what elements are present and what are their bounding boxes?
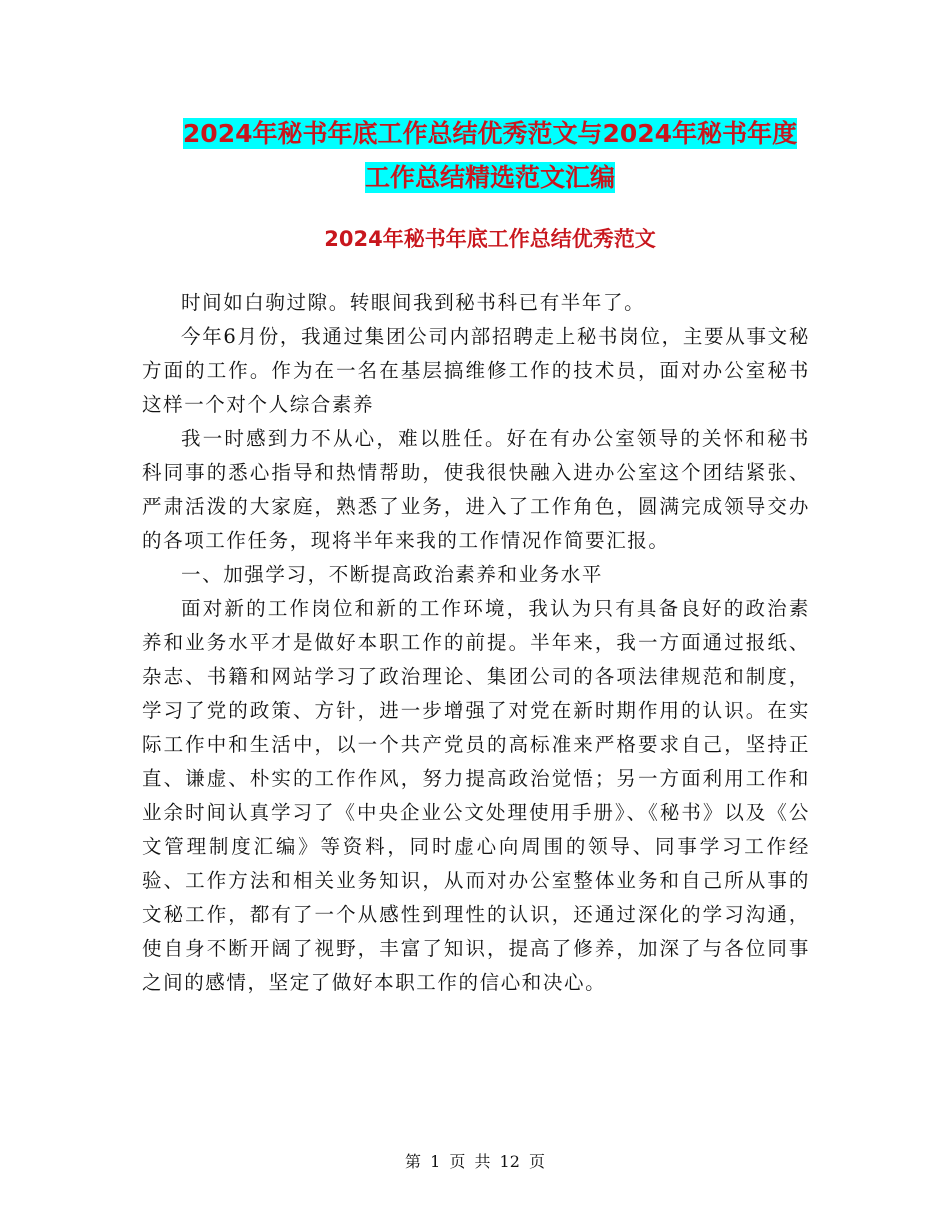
document-title-line-1: 2024年秘书年底工作总结优秀范文与2024年秘书年度: [182, 119, 798, 148]
paragraph: 我一时感到力不从心，难以胜任。好在有办公室领导的关怀和秘书科同事的悉心指导和热情帮助，使我很快融入进办公室这个团结紧张、严肃活泼的大家庭，熟悉了业务，进入了工作角色，圆满完成领导交办的各项工作任务，现将半年来我的工作情况作简要汇报。: [142, 427, 810, 552]
page-number-footer: 第 1 页 共 12 页: [405, 1152, 545, 1171]
document-title-line-2: 工作总结精选范文汇编: [364, 163, 615, 192]
document-body: [142, 286, 810, 1000]
section-title: 2024年秘书年底工作总结优秀范文: [324, 227, 656, 251]
section-heading: 一、加强学习，不断提高政治素养和业务水平: [181, 563, 604, 586]
paragraph: 时间如白驹过隙。转眼间我到秘书科已有半年了。: [181, 291, 646, 314]
document-title: [140, 112, 840, 200]
paragraph: 今年6月份，我通过集团公司内部招聘走上秘书岗位，主要从事文秘方面的工作。作为在一名在基层搞维修工作的技术员，面对办公室秘书这样一个对个人综合素养: [142, 325, 810, 416]
paragraph: 面对新的工作岗位和新的工作环境，我认为只有具备良好的政治素养和业务水平才是做好本职工作的前提。半年来，我一方面通过报纸、杂志、书籍和网站学习了政治理论、集团公司的各项法律规范和制度，学习了党的政策、方针，进一步增强了对党在新时期作用的认识。在实际工作中和生活中，以一个共产党员的高标准来严格要求自己，坚持正直、谦虚、朴实的工作作风，努力提高政治觉悟；另一方面利用工作和业余时间认真学习了《中央企业公文处理使用手册》、《秘书》以及《公文管理制度汇编》等资料，同时虚心向周围的领导、同事学习工作经验、工作方法和相关业务知识，从而对办公室整体业务和自己所从事的文秘工作，都有了一个从感性到理性的认识，还通过深化的学习沟通，使自身不断开阔了视野，丰富了知识，提高了修养，加深了与各位同事之间的感情，坚定了做好本职工作的信心和决心。: [142, 597, 810, 994]
